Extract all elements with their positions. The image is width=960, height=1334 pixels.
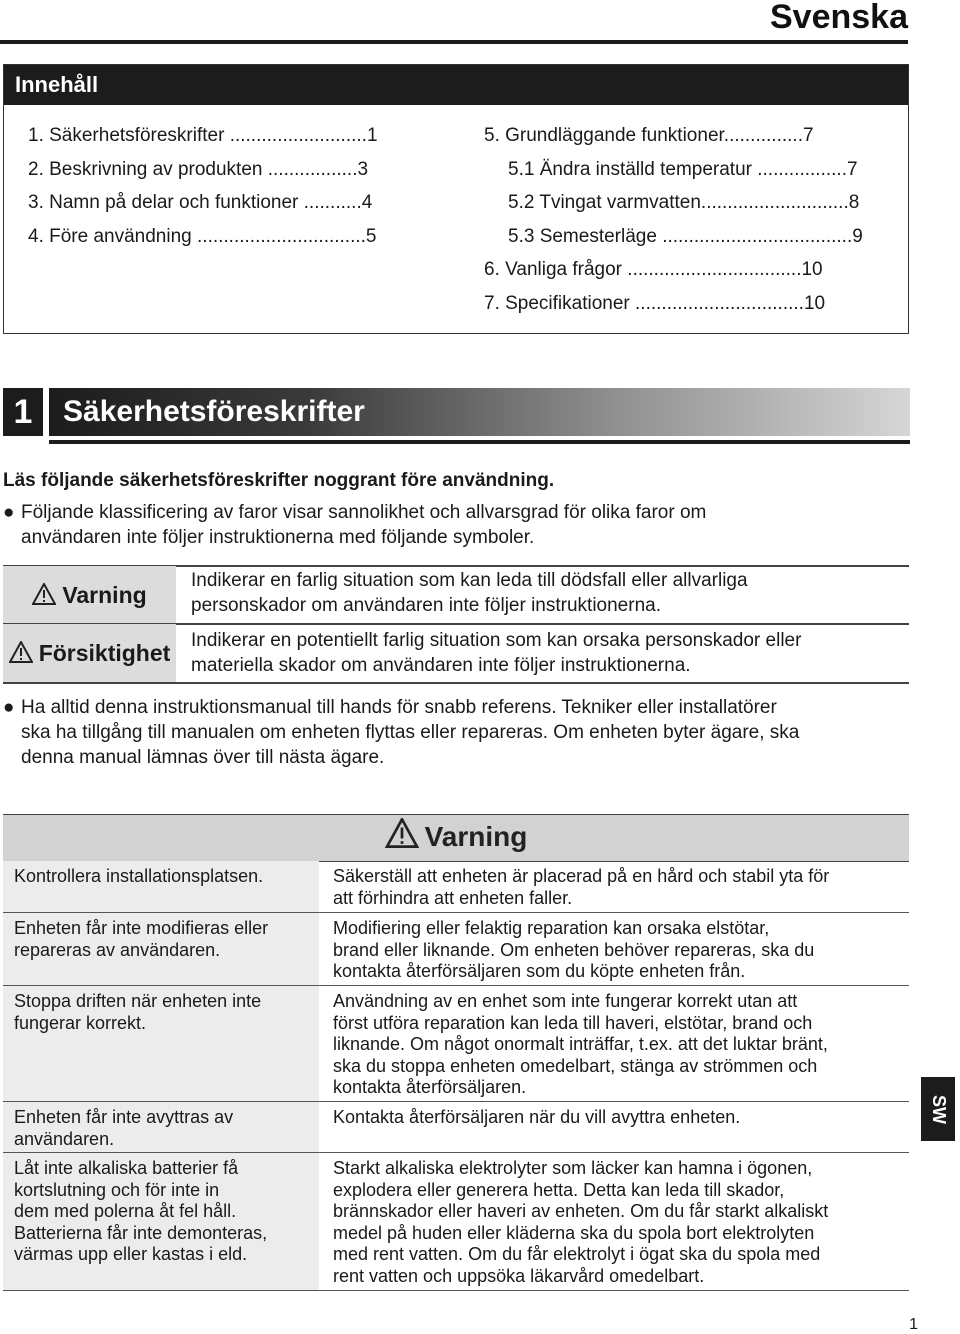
section-heading [3, 388, 910, 444]
row-instruction-cell [3, 913, 319, 985]
row-instruction: Enheten får inte modifieras eller repareras av användaren. [14, 918, 269, 960]
table-row [3, 986, 909, 1102]
section-rule [49, 440, 910, 444]
bullet-dot: ● [3, 502, 15, 523]
row-explanation: Användning av en enhet som inte fungerar korrekt utan att först utföra reparation kan leda till haveri, elstötar, brand och liknande. Om något onormalt inträffar, t.ex. att det luktar bränt, ska du stoppa enheten omedelbart, stänga av strömmen och kontakta återförsäljaren. [333, 991, 828, 1098]
table-of-contents [3, 64, 909, 334]
row-instruction: Låt inte alkaliska batterier få kortslutning och för inte in dem med polerna åt fel håll. Batterierna får inte demonteras, värmas upp eller kastas i eld. [14, 1158, 268, 1265]
row-instruction-cell [3, 986, 319, 1101]
row-instruction-cell [3, 1153, 319, 1290]
row-explanation: Modifiering eller felaktig reparation kan orsaka elstötar, brand eller liknande. Om enheten behöver repareras, ska du kontakta återförsäljaren som du köpte enheten från. [333, 918, 815, 982]
toc-subitem[interactable]: 5.3 Semesterläge ....................................9 [508, 225, 863, 247]
bullet-dot: ● [3, 697, 15, 718]
bullet-line: ska ha tillgång till manualen om enheten flyttas eller repareras. Om enheten byter ägare, ska [21, 722, 800, 743]
row-instruction: Kontrollera installationsplatsen. [14, 866, 264, 886]
bullet-line: användaren inte följer instruktionerna med följande symboler. [21, 527, 535, 548]
table-row [3, 861, 909, 913]
legend-text-line: personskador om användaren inte följer instruktionerna. [191, 595, 661, 616]
table-row [3, 1102, 909, 1153]
toc-subitem[interactable]: 5.1 Ändra inställd temperatur .................7 [508, 158, 858, 180]
hazard-legend [3, 565, 909, 683]
top-rule [0, 40, 908, 44]
row-explanation: Säkerställ att enheten är placerad på en hård och stabil yta för att förhindra att enheten faller. [333, 866, 830, 908]
toc-item[interactable]: 5. Grundläggande funktioner...............7 [484, 125, 814, 146]
legend-divider [3, 682, 909, 684]
language-side-tab [921, 1077, 955, 1141]
row-explanation: Starkt alkaliska elektrolyter som läcker kan hamna i ögonen, explodera eller generera hetta. Detta kan leda till skador, brännskador eller haveri av enheten. Om du får starkt alkaliskt medel på huden eller kläderna ska du spola bort elektrolyten med rent vatten. Om du får elektrolyt i ögat ska du spola med rent vatten och uppsöka läkarvård omedelbart. [333, 1158, 829, 1286]
legend-caution-cell [3, 624, 176, 682]
row-explanation-cell [333, 986, 909, 1099]
toc-subitem[interactable]: 5.2 Tvingat varmvatten............................8 [508, 192, 860, 213]
toc-left-column [28, 123, 378, 257]
section-number: 1 [3, 388, 43, 436]
side-tab-label: SW [928, 1094, 949, 1124]
page-number: 1 [909, 1316, 918, 1333]
toc-title: Innehåll [4, 65, 908, 105]
legend-warning-cell [3, 566, 176, 624]
toc-item[interactable]: 4. Före användning ................................5 [28, 225, 377, 247]
warning-triangle-icon [385, 816, 419, 862]
legend-warning-label: Varning [62, 582, 147, 608]
toc-item[interactable]: 2. Beskrivning av produkten .................3 [28, 158, 369, 180]
language-title: Svenska [770, 0, 908, 36]
row-explanation: Kontakta återförsäljaren när du vill avyttra enheten. [333, 1107, 741, 1127]
toc-item[interactable]: 3. Namn på delar och funktioner ...........4 [28, 192, 373, 213]
legend-text-line: materiella skador om användaren inte följer instruktionerna. [191, 655, 691, 676]
row-instruction: Enheten får inte avyttras av användaren. [14, 1107, 234, 1149]
intro-text: Läs följande säkerhetsföreskrifter noggrant före användning. [3, 470, 555, 491]
toc-item[interactable]: 1. Säkerhetsföreskrifter ..........................1 [28, 125, 378, 146]
legend-warning-desc [191, 568, 748, 618]
toc-item[interactable]: 7. Specifikationer ................................10 [484, 292, 826, 314]
legend-caution-desc [191, 628, 801, 678]
table-row [3, 1153, 909, 1291]
caution-triangle-icon [9, 626, 33, 684]
warning-table-title [3, 814, 909, 860]
toc-item[interactable]: 6. Vanliga frågor .................................10 [484, 259, 823, 280]
row-explanation-cell [333, 861, 909, 909]
row-instruction-cell [3, 1102, 319, 1152]
row-explanation-cell [333, 1153, 909, 1288]
row-instruction-cell [3, 861, 319, 912]
row-explanation-cell [333, 1102, 909, 1129]
legend-caution-label: Försiktighet [38, 640, 171, 666]
row-explanation-cell [333, 913, 909, 983]
legend-text-line: Indikerar en potentiellt farlig situation som kan orsaka personskador eller [191, 630, 802, 651]
toc-right-column [484, 123, 863, 324]
bullet-classification [3, 500, 913, 550]
table-row [3, 913, 909, 986]
bullet-keep-manual [3, 695, 913, 770]
bullet-line: denna manual lämnas över till nästa ägare. [21, 747, 385, 768]
warning-triangle-icon [32, 568, 56, 626]
bullet-line: Ha alltid denna instruktionsmanual till hands för snabb referens. Tekniker eller installatörer [21, 697, 777, 718]
section-title: Säkerhetsföreskrifter [63, 395, 365, 428]
row-instruction: Stoppa driften när enheten inte fungerar korrekt. [14, 991, 262, 1033]
legend-text-line: Indikerar en farlig situation som kan leda till dödsfall eller allvarliga [191, 570, 748, 591]
warning-table-title-text: Varning [424, 821, 528, 852]
bullet-line: Följande klassificering av faror visar sannolikhet och allvarsgrad för olika faror om [21, 502, 707, 523]
